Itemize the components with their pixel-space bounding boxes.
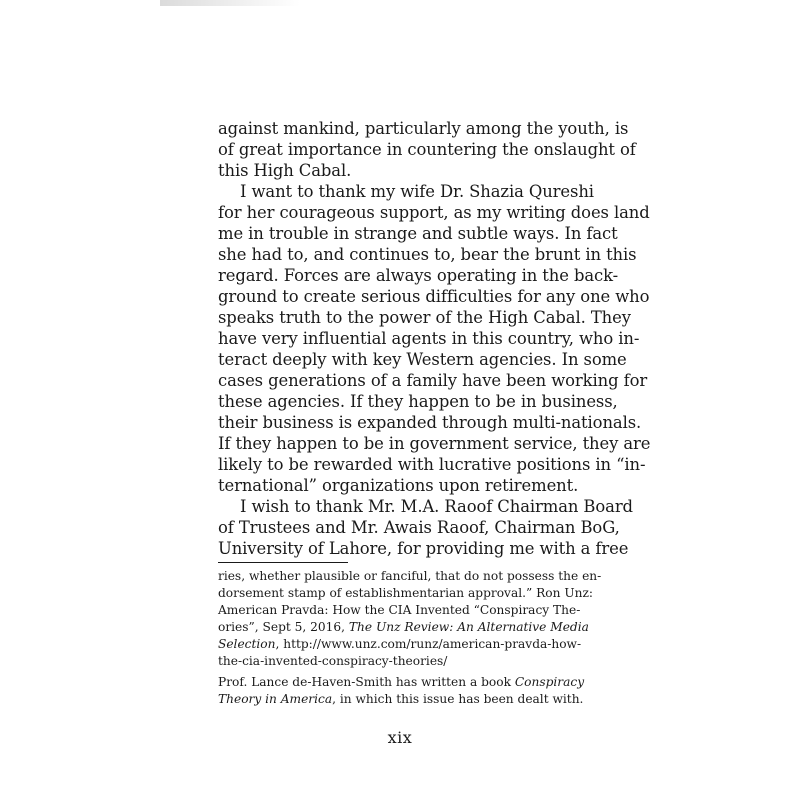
body-line: teract deeply with key Western agencies. In some <box>218 350 627 369</box>
page-number: xix <box>387 728 413 747</box>
footnote-line <box>218 674 585 691</box>
body-line: If they happen to be in government service, they are <box>218 434 651 453</box>
footnote-text: ories”, Sept 5, 2016, <box>218 620 349 634</box>
footnote-line <box>218 691 584 708</box>
footnote-line: American Pravda: How the CIA Invented “Conspiracy The- <box>218 603 581 617</box>
footnote-text: , in which this issue has been dealt with. <box>332 692 584 706</box>
footnote-line: dorsement stamp of establishmentarian approval.” Ron Unz: <box>218 586 593 600</box>
footnote-line: ries, whether plausible or fanciful, that do not possess the en- <box>218 569 602 583</box>
body-line: this High Cabal. <box>218 161 352 180</box>
body-line: these agencies. If they happen to be in business, <box>218 392 618 411</box>
body-line: speaks truth to the power of the High Cabal. They <box>218 308 631 327</box>
footnote-url: , http://www.unz.com/runz/american-pravda-how- <box>275 637 582 651</box>
footnote-text: Prof. Lance de-Haven-Smith has written a book <box>218 675 515 689</box>
paragraph-start-line: I want to thank my wife Dr. Shazia Qureshi <box>240 182 594 201</box>
body-line: against mankind, particularly among the youth, is <box>218 119 629 138</box>
body-line: me in trouble in strange and subtle ways. In fact <box>218 224 618 243</box>
body-line: likely to be rewarded with lucrative positions in “in- <box>218 455 646 474</box>
body-line: University of Lahore, for providing me with a free <box>218 539 629 558</box>
footnote-journal-title: Selection <box>218 637 276 651</box>
scan-smudge <box>160 0 300 6</box>
body-line: their business is expanded through multi-nationals. <box>218 413 642 432</box>
footnote-book-title: Conspiracy <box>514 675 585 689</box>
body-line: ground to create serious difficulties for any one who <box>218 287 650 306</box>
body-line: she had to, and continues to, bear the brunt in this <box>218 245 637 264</box>
body-line: cases generations of a family have been working for <box>218 371 648 390</box>
body-line: have very influential agents in this country, who in- <box>218 329 640 348</box>
footnote-rule <box>218 562 348 563</box>
body-line: ternational” organizations upon retirement. <box>218 476 579 495</box>
paragraph-start-line: I wish to thank Mr. M.A. Raoof Chairman Board <box>240 497 633 516</box>
body-line: of Trustees and Mr. Awais Raoof, Chairman BoG, <box>218 518 620 537</box>
footnote-line: the-cia-invented-conspiracy-theories/ <box>218 654 448 668</box>
body-line: regard. Forces are always operating in the back- <box>218 266 619 285</box>
footnote-line <box>218 636 582 653</box>
footnote-line <box>218 619 589 636</box>
body-line: for her courageous support, as my writing does land <box>218 203 650 222</box>
body-line: of great importance in countering the onslaught of <box>218 140 636 159</box>
footnote-book-title: Theory in America <box>218 692 333 706</box>
footnote-journal-title: The Unz Review: An Alternative Media <box>348 620 589 634</box>
